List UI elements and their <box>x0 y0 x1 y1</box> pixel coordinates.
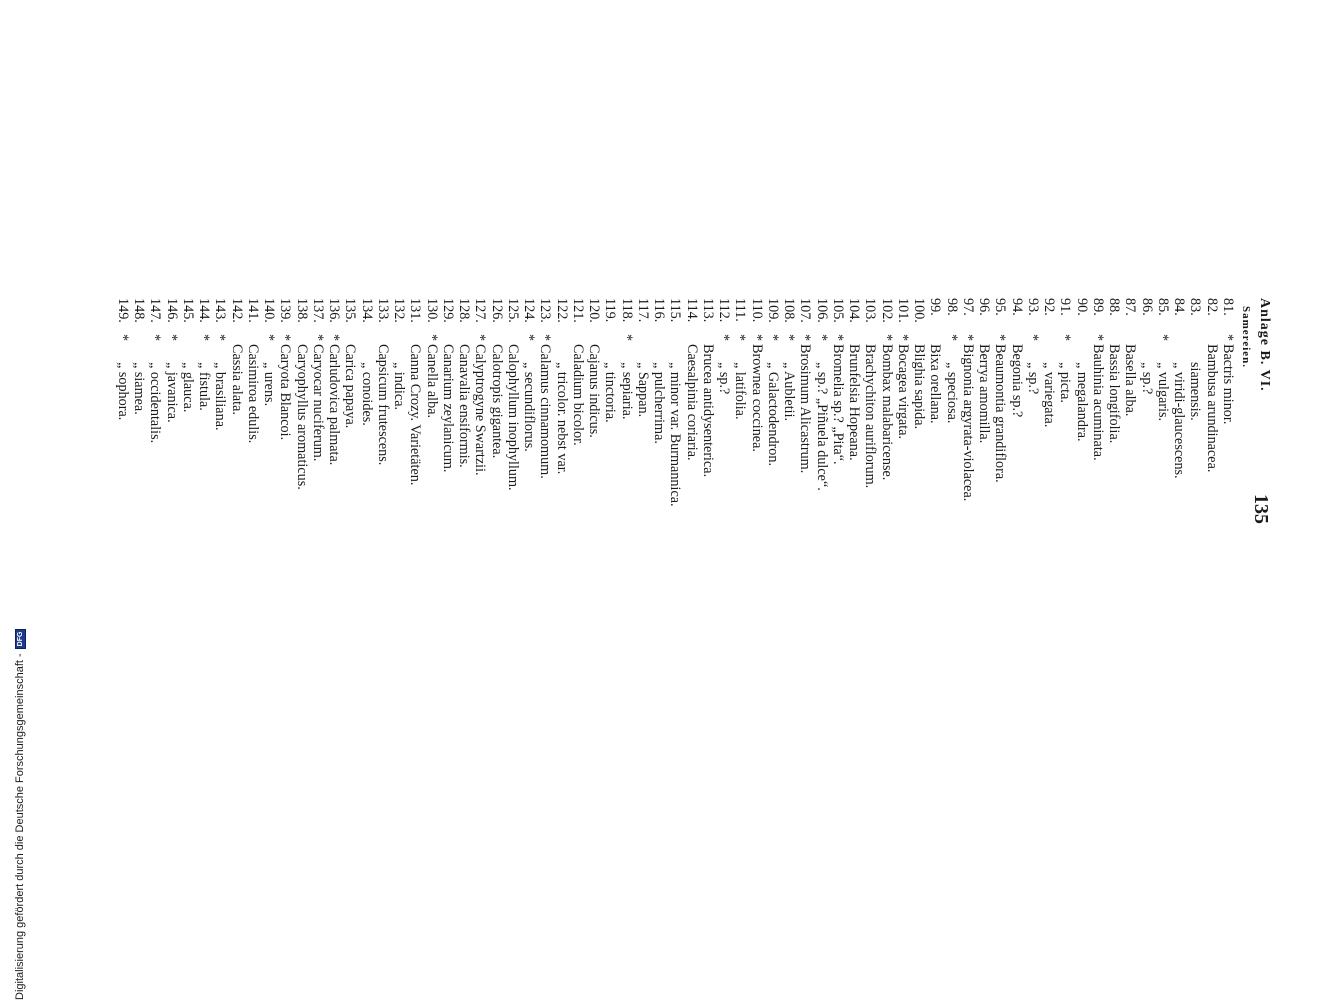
list-item <box>521 298 537 718</box>
list-item <box>716 298 732 718</box>
entry-marker: * <box>732 334 749 342</box>
page-number: 135 <box>1250 494 1272 524</box>
entry-number: 87. <box>1122 298 1139 316</box>
list-item <box>1204 298 1220 718</box>
entry-species-name: Bromelia sp.? „Pita“. <box>830 344 846 465</box>
entry-marker: * <box>830 334 846 342</box>
entry-species-name: „ variegata. <box>1041 362 1058 428</box>
entry-species-name: „ fistula. <box>196 362 213 411</box>
list-item <box>164 298 180 718</box>
entry-species-name: Canavalia ensiformis. <box>456 344 473 468</box>
entry-species-name: „ pulcherrima. <box>651 362 668 444</box>
entry-species-name: „ speciosa. <box>943 362 960 424</box>
entry-species-name: „ secundiflorus. <box>521 362 538 452</box>
entry-number: 104. <box>846 298 863 323</box>
entry-marker: * <box>797 334 814 342</box>
entry-marker: * <box>472 334 489 342</box>
entry-number: 92. <box>1041 298 1058 316</box>
entry-species-name: „ occidentalis. <box>147 362 164 444</box>
entry-marker: * <box>196 334 213 342</box>
entry-number: 141. <box>245 298 261 323</box>
entry-species-name: Caladium bicolor. <box>570 344 586 446</box>
list-item <box>261 298 277 718</box>
list-item <box>147 298 163 718</box>
entry-species-name: „ sp.? „Piñuela dulce“. <box>813 362 830 491</box>
entry-number: 138. <box>293 298 310 323</box>
entry-number: 90. <box>1073 298 1090 316</box>
entry-number: 109. <box>765 298 781 323</box>
entry-number: 133. <box>375 298 391 323</box>
list-item <box>359 298 375 718</box>
list-item <box>505 298 521 718</box>
list-item <box>1090 298 1106 718</box>
entry-marker: * <box>326 334 343 342</box>
entry-species-name: Berrya amomilla. <box>976 344 993 444</box>
list-item <box>570 298 586 718</box>
entry-species-name: „ sepiaria. <box>618 362 635 420</box>
entry-species-name: „ siamea. <box>131 362 148 415</box>
entry-number: 84. <box>1171 298 1188 316</box>
list-item <box>554 298 570 718</box>
entry-marker: * <box>618 334 635 342</box>
entry-number: 101. <box>895 298 911 323</box>
entry-species-name: „ sp.? <box>1138 362 1155 395</box>
entry-number: 123. <box>537 298 554 323</box>
list-item <box>245 298 261 718</box>
list-item <box>895 298 911 718</box>
entry-species-name: Blighia sapida. <box>911 344 928 430</box>
list-item <box>180 298 196 718</box>
dfg-logo: DFG <box>15 629 26 650</box>
entry-marker: * <box>895 334 911 342</box>
entry-number: 135. <box>342 298 359 323</box>
entry-number: 131. <box>407 298 424 323</box>
entry-number: 99. <box>927 298 944 316</box>
entry-marker: * <box>943 334 960 342</box>
entry-number: 113. <box>700 298 716 323</box>
list-item <box>635 298 651 718</box>
entry-species-name: „ brasiliana. <box>212 362 229 431</box>
entry-species-name: „ viridi-glaucescens. <box>1171 362 1188 479</box>
entry-number: 125. <box>505 298 521 323</box>
entry-number: 121. <box>570 298 586 323</box>
entry-number: 88. <box>1106 298 1123 316</box>
rotated-text-block <box>86 298 1272 718</box>
list-item <box>326 298 342 718</box>
entry-species-name: Brownea coccinea. <box>748 344 765 452</box>
list-item <box>1139 298 1155 718</box>
list-item <box>651 298 667 718</box>
entry-marker: * <box>277 334 294 342</box>
annex-label: Anlage B. VI. <box>1257 298 1272 392</box>
list-item <box>310 298 326 718</box>
page-header <box>1236 298 1272 718</box>
list-item <box>277 298 293 718</box>
list-item <box>1171 298 1187 718</box>
entry-number: 95. <box>992 298 1009 316</box>
list-item <box>684 298 700 718</box>
entry-species-name: Bombax malabaricense. <box>878 344 895 481</box>
list-item <box>732 298 748 718</box>
entry-number: 119. <box>602 298 619 323</box>
list-item <box>1074 298 1090 718</box>
list-item <box>749 298 765 718</box>
list-item <box>229 298 245 718</box>
entry-marker: * <box>212 334 229 342</box>
entry-species-name: „ sp.? <box>1025 362 1041 395</box>
list-item <box>586 298 602 718</box>
entry-species-name: Bixa orellana. <box>927 344 944 424</box>
entry-marker: * <box>1057 334 1074 342</box>
entry-number: 83. <box>1187 298 1204 316</box>
list-item <box>797 298 813 718</box>
entry-species-name: „ conoides. <box>358 362 375 426</box>
list-item <box>472 298 488 718</box>
entry-number: 120. <box>586 298 603 323</box>
entry-species-name: Cajanus indicus. <box>586 344 603 438</box>
list-item <box>131 298 147 718</box>
entry-number: 126. <box>488 298 505 323</box>
list-item <box>911 298 927 718</box>
list-item <box>115 298 131 718</box>
credit-text: Digitalisierung gefördert durch die Deutsche Forschungsgemeinschaft - <box>14 653 26 1000</box>
entry-marker: * <box>960 334 976 342</box>
entry-number: 103. <box>862 298 879 323</box>
entry-number: 139. <box>277 298 294 323</box>
entry-marker: * <box>163 334 180 342</box>
entry-number: 140. <box>261 298 278 323</box>
entry-number: 102. <box>878 298 895 323</box>
entry-species-name: Caryophyllus aromaticus. <box>293 344 310 490</box>
entry-number: 112. <box>716 298 733 323</box>
entry-number: 106. <box>813 298 830 323</box>
list-item <box>1041 298 1057 718</box>
entry-number: 144. <box>196 298 213 323</box>
list-item <box>846 298 862 718</box>
entry-number: 130. <box>423 298 440 323</box>
entry-species-name: „ tinctoria. <box>602 362 619 423</box>
entry-species-name: Bauhinia acuminata. <box>1090 344 1106 461</box>
entry-species-name: Brucea antidysenterica. <box>700 344 716 478</box>
list-item <box>196 298 212 718</box>
entry-species-name: Begonia sp.? <box>1008 344 1025 418</box>
entry-marker: * <box>537 334 554 342</box>
list-item <box>830 298 846 718</box>
list-item <box>1122 298 1138 718</box>
entry-species-name: Capsicum frutescens. <box>375 344 391 466</box>
entry-marker: * <box>748 334 765 342</box>
entry-marker: * <box>716 334 733 342</box>
entry-marker: * <box>521 334 538 342</box>
entry-species-name: Bassia longifolia. <box>1106 344 1123 444</box>
entry-number: 148. <box>131 298 148 323</box>
entry-species-name: Canella alba. <box>423 344 440 419</box>
entry-species-name: „ picta. <box>1057 362 1074 403</box>
entry-species-name: „ glauca. <box>180 362 196 413</box>
entry-species-name: Cassia alata. <box>228 344 245 415</box>
entry-marker: * <box>1025 334 1041 342</box>
entry-number: 114. <box>683 298 700 323</box>
entry-number: 145. <box>180 298 196 323</box>
entry-species-name: Bactris minor. <box>1220 344 1236 425</box>
entry-number: 149. <box>115 298 131 323</box>
entry-number: 105. <box>830 298 846 323</box>
list-item <box>440 298 456 718</box>
entry-number: 136. <box>326 298 343 323</box>
entry-species-name: Brunfelsia Hopeana. <box>846 344 863 461</box>
list-item <box>1025 298 1041 718</box>
entry-marker: * <box>992 334 1009 342</box>
entry-number: 85. <box>1155 298 1171 316</box>
entry-number: 89. <box>1090 298 1106 316</box>
entry-species-name: Caesalpinia coriaria. <box>683 344 700 461</box>
list-item <box>781 298 797 718</box>
list-item <box>667 298 683 718</box>
entry-marker: * <box>1090 334 1106 342</box>
seed-list <box>115 298 1236 718</box>
entry-marker: * <box>147 334 164 342</box>
entry-species-name: Canarium zeylanicum. <box>440 344 456 473</box>
entry-species-name: Casimiroa edulis. <box>245 344 261 444</box>
entry-species-name: Bocagea virgata. <box>895 344 911 440</box>
list-item <box>212 298 228 718</box>
entry-species-name: „ Aubletii. <box>781 362 798 422</box>
entry-number: 146. <box>163 298 180 323</box>
entry-marker: * <box>1155 334 1171 342</box>
entry-species-name: Brosimum Alicastrum. <box>797 344 814 474</box>
list-item <box>619 298 635 718</box>
entry-number: 108. <box>781 298 798 323</box>
entry-number: 134. <box>358 298 375 323</box>
entry-number: 128. <box>456 298 473 323</box>
entry-species-name: „ Galactodendron. <box>765 362 781 466</box>
entry-number: 82. <box>1203 298 1220 316</box>
entry-species-name: Brachychiton auriflorum. <box>862 344 879 489</box>
entry-number: 124. <box>521 298 538 323</box>
section-title: Samereien. <box>1240 306 1252 369</box>
entry-species-name: Carludovica palmata. <box>326 344 343 466</box>
entry-number: 132. <box>391 298 408 323</box>
entry-number: 127. <box>472 298 489 323</box>
list-item <box>1155 298 1171 718</box>
entry-marker: * <box>878 334 895 342</box>
entry-number: 129. <box>440 298 456 323</box>
entry-number: 94. <box>1008 298 1025 316</box>
entry-species-name: Calotropis gigantea. <box>488 344 505 459</box>
entry-number: 107. <box>797 298 814 323</box>
entry-species-name: „ latifolia. <box>732 362 749 420</box>
entry-species-name: „ megalandra. <box>1073 362 1090 442</box>
list-item <box>879 298 895 718</box>
entry-species-name: „ Sappan. <box>635 362 651 418</box>
list-item <box>765 298 781 718</box>
entry-number: 137. <box>310 298 326 323</box>
list-item <box>602 298 618 718</box>
entry-species-name: Caryota Blancoi. <box>277 344 294 441</box>
list-item <box>407 298 423 718</box>
digitization-credit <box>14 629 26 1000</box>
entry-species-name: Bignonia argyrata-violacea. <box>960 344 976 502</box>
entry-marker: * <box>765 334 781 342</box>
entry-species-name: Beaumontia grandiflora. <box>992 344 1009 483</box>
entry-marker: * <box>261 334 278 342</box>
entry-species-name: „ sophora. <box>115 362 131 421</box>
list-item <box>342 298 358 718</box>
entry-number: 122. <box>553 298 570 323</box>
entry-number: 117. <box>635 298 651 323</box>
entry-number: 86. <box>1138 298 1155 316</box>
entry-number: 118. <box>618 298 635 323</box>
entry-number: 93. <box>1025 298 1041 316</box>
list-item <box>862 298 878 718</box>
entry-number: 81. <box>1220 298 1236 316</box>
entry-number: 147. <box>147 298 164 323</box>
entry-species-name: Calophyllum inophyllum. <box>505 344 521 491</box>
entry-number: 110. <box>748 298 765 323</box>
entry-species-name: Basella alba. <box>1122 344 1139 417</box>
list-item <box>1009 298 1025 718</box>
entry-species-name: „ sp.? <box>716 362 733 395</box>
entry-species-name: „ indica. <box>391 362 408 411</box>
entry-species-name: Calamus cinnamomum. <box>537 344 554 479</box>
entry-number: 115. <box>667 298 684 323</box>
entry-marker: * <box>781 334 798 342</box>
list-item <box>960 298 976 718</box>
entry-species-name: Carica papaya. <box>342 344 359 429</box>
list-item <box>375 298 391 718</box>
entry-species-name: Bambusa arundinacea. <box>1203 344 1220 473</box>
list-item <box>1220 298 1236 718</box>
entry-species-name: „ urens. <box>261 362 278 407</box>
list-item <box>294 298 310 718</box>
entry-species-name: siamensis. <box>1187 362 1204 421</box>
list-item <box>700 298 716 718</box>
entry-species-name: „ minor var. Burmannica. <box>667 362 684 507</box>
entry-number: 116. <box>651 298 668 323</box>
list-item <box>391 298 407 718</box>
entry-species-name: Caryocar nuciferum. <box>310 344 326 462</box>
list-item <box>992 298 1008 718</box>
list-item <box>944 298 960 718</box>
list-item <box>489 298 505 718</box>
entry-species-name: „ javanica. <box>163 362 180 423</box>
entry-marker: * <box>310 334 326 342</box>
entry-number: 100. <box>911 298 928 323</box>
entry-number: 97. <box>960 298 976 316</box>
list-item <box>456 298 472 718</box>
entry-number: 96. <box>976 298 993 316</box>
entry-number: 111. <box>732 298 749 322</box>
list-item <box>976 298 992 718</box>
list-item <box>927 298 943 718</box>
entry-number: 91. <box>1057 298 1074 316</box>
list-item <box>424 298 440 718</box>
list-item <box>1057 298 1073 718</box>
entry-marker: * <box>115 334 131 342</box>
entry-marker: * <box>423 334 440 342</box>
entry-marker: * <box>1220 334 1236 342</box>
entry-number: 98. <box>943 298 960 316</box>
entry-marker: * <box>813 334 830 342</box>
entry-species-name: „ tricolor. nebst var. <box>553 362 570 475</box>
entry-number: 143. <box>212 298 229 323</box>
list-item <box>814 298 830 718</box>
entry-species-name: Canna Crozy. Varietäten. <box>407 344 424 486</box>
list-item <box>1187 298 1203 718</box>
entry-species-name: Calyptrogyne Swartzii. <box>472 344 489 476</box>
list-item <box>537 298 553 718</box>
entry-species-name: „ vulgaris. <box>1155 362 1171 422</box>
entry-number: 142. <box>228 298 245 323</box>
list-item <box>1106 298 1122 718</box>
